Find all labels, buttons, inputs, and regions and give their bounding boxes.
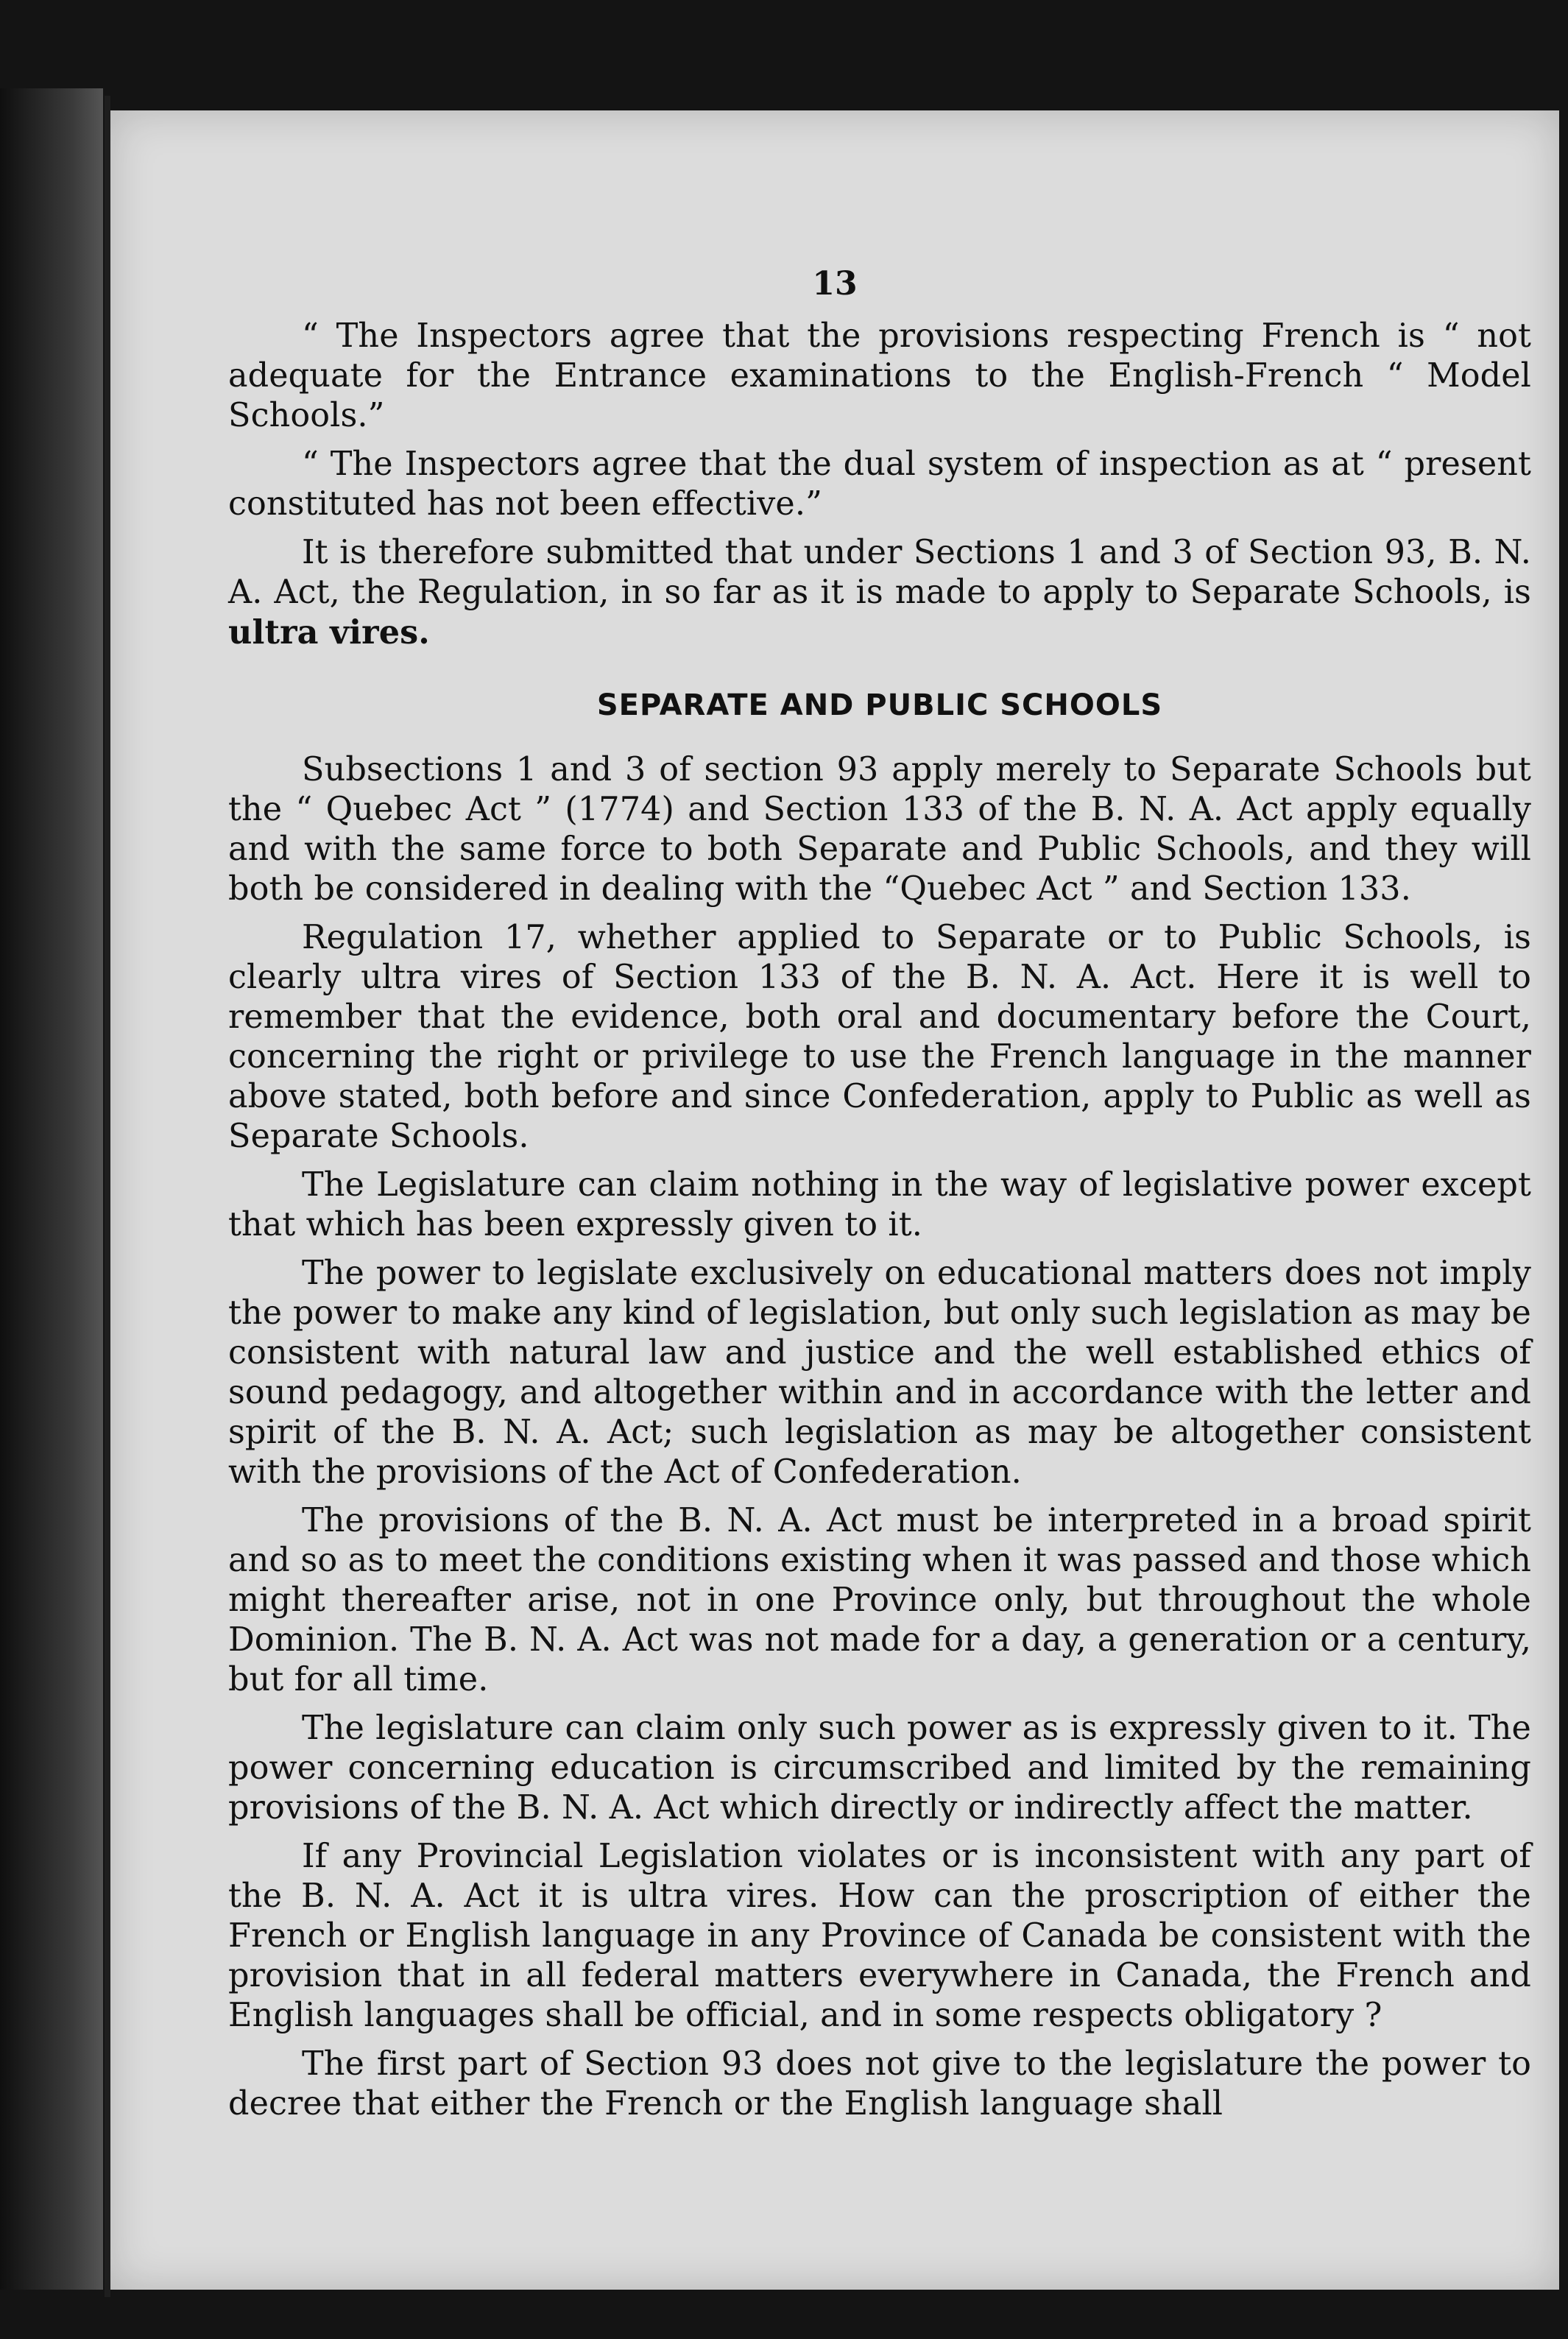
paragraph-regulation-17: Regulation 17, whether applied to Separate or to Public Schools, is clearly ultra vires of Section 133 of the B. N. A. Act. Here it is well to remember that the evidence, both oral and documentary before the Court, concerning the right or privilege to use the French language in the manner above stated, both before and since Confederation, apply to Public as well as Separate Schools. — [228, 919, 1531, 1155]
section-heading: SEPARATE AND PUBLIC SCHOOLS — [596, 688, 1163, 722]
paragraph-provincial-legislation: If any Provincial Legislation violates or is inconsistent with any part of the B. N. A. Act it is ultra vires. How can the proscription of either the French or English language in any Province of Canada be consistent with the provision that in all federal matters everywhere in Canada, the French and English languages shall be official, and in some respects obligatory ? — [228, 1838, 1531, 2034]
paragraph-power-to-legislate: The power to legislate exclusively on educational matters does not imply the power to make any kind of legislation, but only such legislation as may be consistent with natural law and justice and the well established ethics of sound pedagogy, and altogether within and in accordance with the letter and spirit of the B. N. A. Act; such legislation as may be altogether consistent with the provisions of the Act of Confederation. — [228, 1255, 1531, 1491]
paragraph-inspectors-dual-system: “ The Inspectors agree that the dual system of inspection as at “ present constituted has not been effective.” — [228, 445, 1531, 523]
page-number: 13 — [812, 265, 858, 303]
paragraph-section-93: The first part of Section 93 does not give to the legislature the power to decree that either the French or the English language shall — [228, 2045, 1531, 2123]
document-page — [110, 110, 1559, 2290]
paragraph-submission — [228, 533, 1531, 653]
ultra-vires-phrase: ultra vires. — [228, 613, 430, 652]
book-spine — [105, 96, 110, 2297]
paragraph-inspectors-french: “ The Inspectors agree that the provisions respecting French is “ not adequate for the Entrance examinations to the English-French “ Model Schools.” — [228, 317, 1531, 434]
page-body — [228, 317, 1531, 2133]
paragraph-legislature-power: The Legislature can claim nothing in the way of legislative power except that which has been expressly given to it. — [228, 1166, 1531, 1243]
paragraph-expressly-given: The legislature can claim only such power as is expressly given to it. The power concerning education is circumscribed and limited by the remaining provisions of the B. N. A. Act which directly or indirectly affect the matter. — [228, 1710, 1531, 1827]
adjacent-page-edge — [0, 88, 103, 2290]
paragraph-subsections: Subsections 1 and 3 of section 93 apply merely to Separate Schools but the “ Quebec Act ” (1774) and Section 133 of the B. N. A. Act apply equally and with the same force to both Separate and Public Schools, and they will both be considered in dealing with the “Quebec Act ” and Section 133. — [228, 751, 1531, 908]
submission-text: It is therefore submitted that under Sections 1 and 3 of Section 93, B. N. A. Act, the Regulation, in so far as it is made to apply to Separate Schools, is — [228, 534, 1531, 611]
paragraph-bna-interpretation: The provisions of the B. N. A. Act must be interpreted in a broad spirit and so as to meet the conditions existing when it was passed and those which might thereafter arise, not in one Province only, but throughout the whole Dominion. The B. N. A. Act was not made for a day, a generation or a century, but for all time. — [228, 1502, 1531, 1698]
